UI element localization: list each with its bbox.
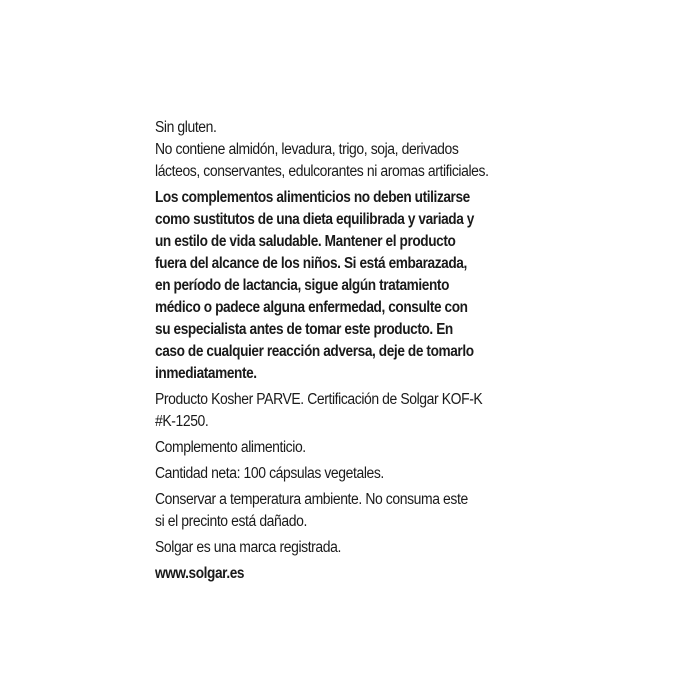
gluten-free-statement: Sin gluten. bbox=[155, 119, 217, 136]
kosher-certification-line-1: Producto Kosher PARVE. Certificación de Solgar KOF-K bbox=[155, 391, 483, 408]
warning-line: su especialista antes de tomar este producto. En bbox=[155, 321, 453, 338]
warning-line: Los complementos alimenticios no deben utilizarse bbox=[155, 189, 470, 206]
warning-line: caso de cualquier reacción adversa, deje de tomarlo bbox=[155, 343, 474, 360]
warning-block bbox=[155, 187, 575, 385]
warning-line: como sustitutos de una dieta equilibrada y variada y bbox=[155, 211, 474, 228]
warning-line: médico o padece alguna enfermedad, consulte con bbox=[155, 299, 468, 316]
storage-line-2: si el precinto está dañado. bbox=[155, 513, 307, 530]
net-quantity: Cantidad neta: 100 cápsulas vegetales. bbox=[155, 465, 384, 482]
free-from-line-1: No contiene almidón, levadura, trigo, soja, derivados bbox=[155, 141, 459, 158]
trademark-statement: Solgar es una marca registrada. bbox=[155, 539, 341, 556]
free-from-line-2: lácteos, conservantes, edulcorantes ni aromas artificiales. bbox=[155, 163, 489, 180]
product-label-text bbox=[155, 117, 575, 585]
warning-line: fuera del alcance de los niños. Si está embarazada, bbox=[155, 255, 467, 272]
storage-line-1: Conservar a temperatura ambiente. No consuma este bbox=[155, 491, 468, 508]
warning-line: inmediatamente. bbox=[155, 365, 257, 382]
warning-line: en período de lactancia, sigue algún tratamiento bbox=[155, 277, 450, 294]
warning-line: un estilo de vida saludable. Mantener el producto bbox=[155, 233, 456, 250]
website-link: www.solgar.es bbox=[155, 565, 245, 582]
supplement-statement: Complemento alimenticio. bbox=[155, 439, 306, 456]
kosher-certification-line-2: #K-1250. bbox=[155, 413, 209, 430]
